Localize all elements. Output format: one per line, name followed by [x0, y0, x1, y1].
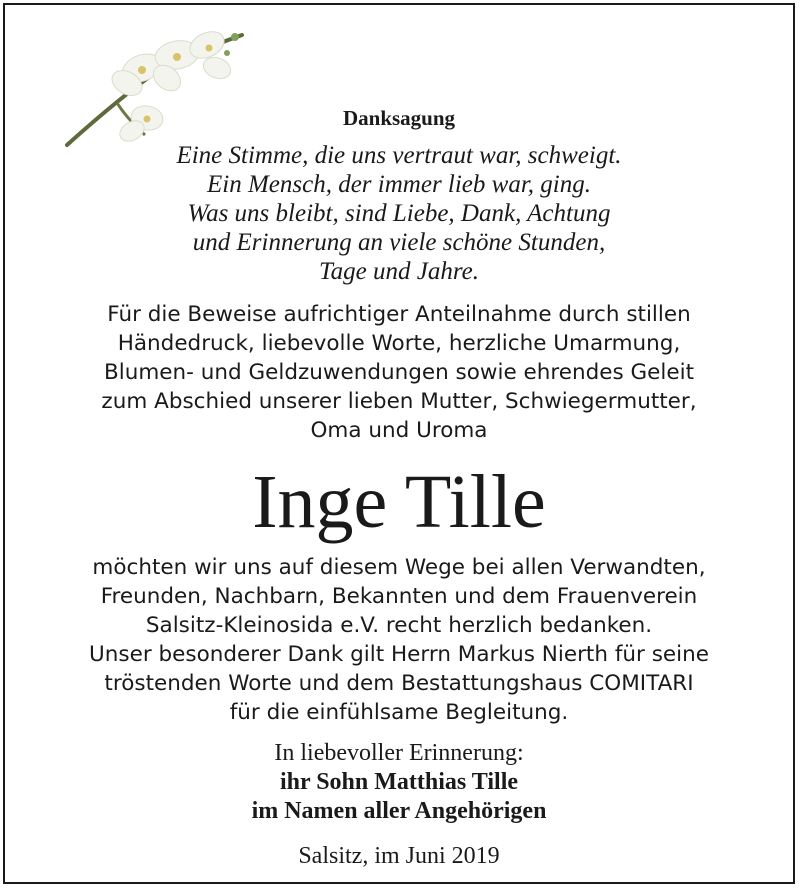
heading: Danksagung	[342, 106, 456, 130]
poem-line: Ein Mensch, der immer lieb war, ging.	[207, 171, 591, 198]
poem-line: Was uns bleibt, sind Liebe, Dank, Achtung	[187, 200, 611, 227]
place-date: Salsitz, im Juni 2019	[298, 843, 500, 869]
paragraph-line: Blumen- und Geldzuwendungen sowie ehrendes Geleit	[103, 360, 695, 385]
paragraph-line: Freunden, Nachbarn, Bekannten und dem Frauenverein	[100, 584, 698, 609]
obituary-content	[5, 105, 793, 871]
closing-block	[5, 739, 793, 826]
poem-line: Eine Stimme, die uns vertraut war, schweigt.	[176, 142, 622, 169]
paragraph-line: für die einfühlsame Begleitung.	[229, 700, 569, 725]
poem-line: Tage und Jahre.	[319, 258, 479, 285]
paragraph-line: Salsitz-Kleinosida e.V. recht herzlich bedanken.	[145, 613, 653, 638]
paragraph-line: tröstenden Worte und dem Bestattungshaus COMITARI	[104, 671, 694, 696]
paragraph-line: zum Abschied unserer lieben Mutter, Schwiegermutter,	[101, 389, 697, 414]
poem	[5, 141, 793, 286]
paragraph-line: möchten wir uns auf diesem Wege bei allen Verwandten,	[92, 555, 706, 580]
gratitude-paragraph	[5, 553, 793, 727]
paragraph-line: Für die Beweise aufrichtiger Anteilnahme durch stillen	[107, 302, 691, 327]
paragraph-line: Unser besonderer Dank gilt Herrn Markus Nierth für seine	[89, 642, 709, 667]
thanks-paragraph	[5, 300, 793, 445]
deceased-name: Inge Tille	[252, 460, 546, 544]
signature-line: ihr Sohn Matthias Tille	[279, 769, 519, 795]
closing-intro: In liebevoller Erinnerung:	[274, 740, 524, 766]
paragraph-line: Händedruck, liebevolle Worte, herzliche Umarmung,	[117, 331, 681, 356]
signature-line: im Namen aller Angehörigen	[251, 798, 547, 824]
paragraph-line: Oma und Uroma	[310, 418, 488, 443]
obituary-card	[3, 3, 795, 884]
poem-line: und Erinnerung an viele schöne Stunden,	[192, 229, 606, 256]
